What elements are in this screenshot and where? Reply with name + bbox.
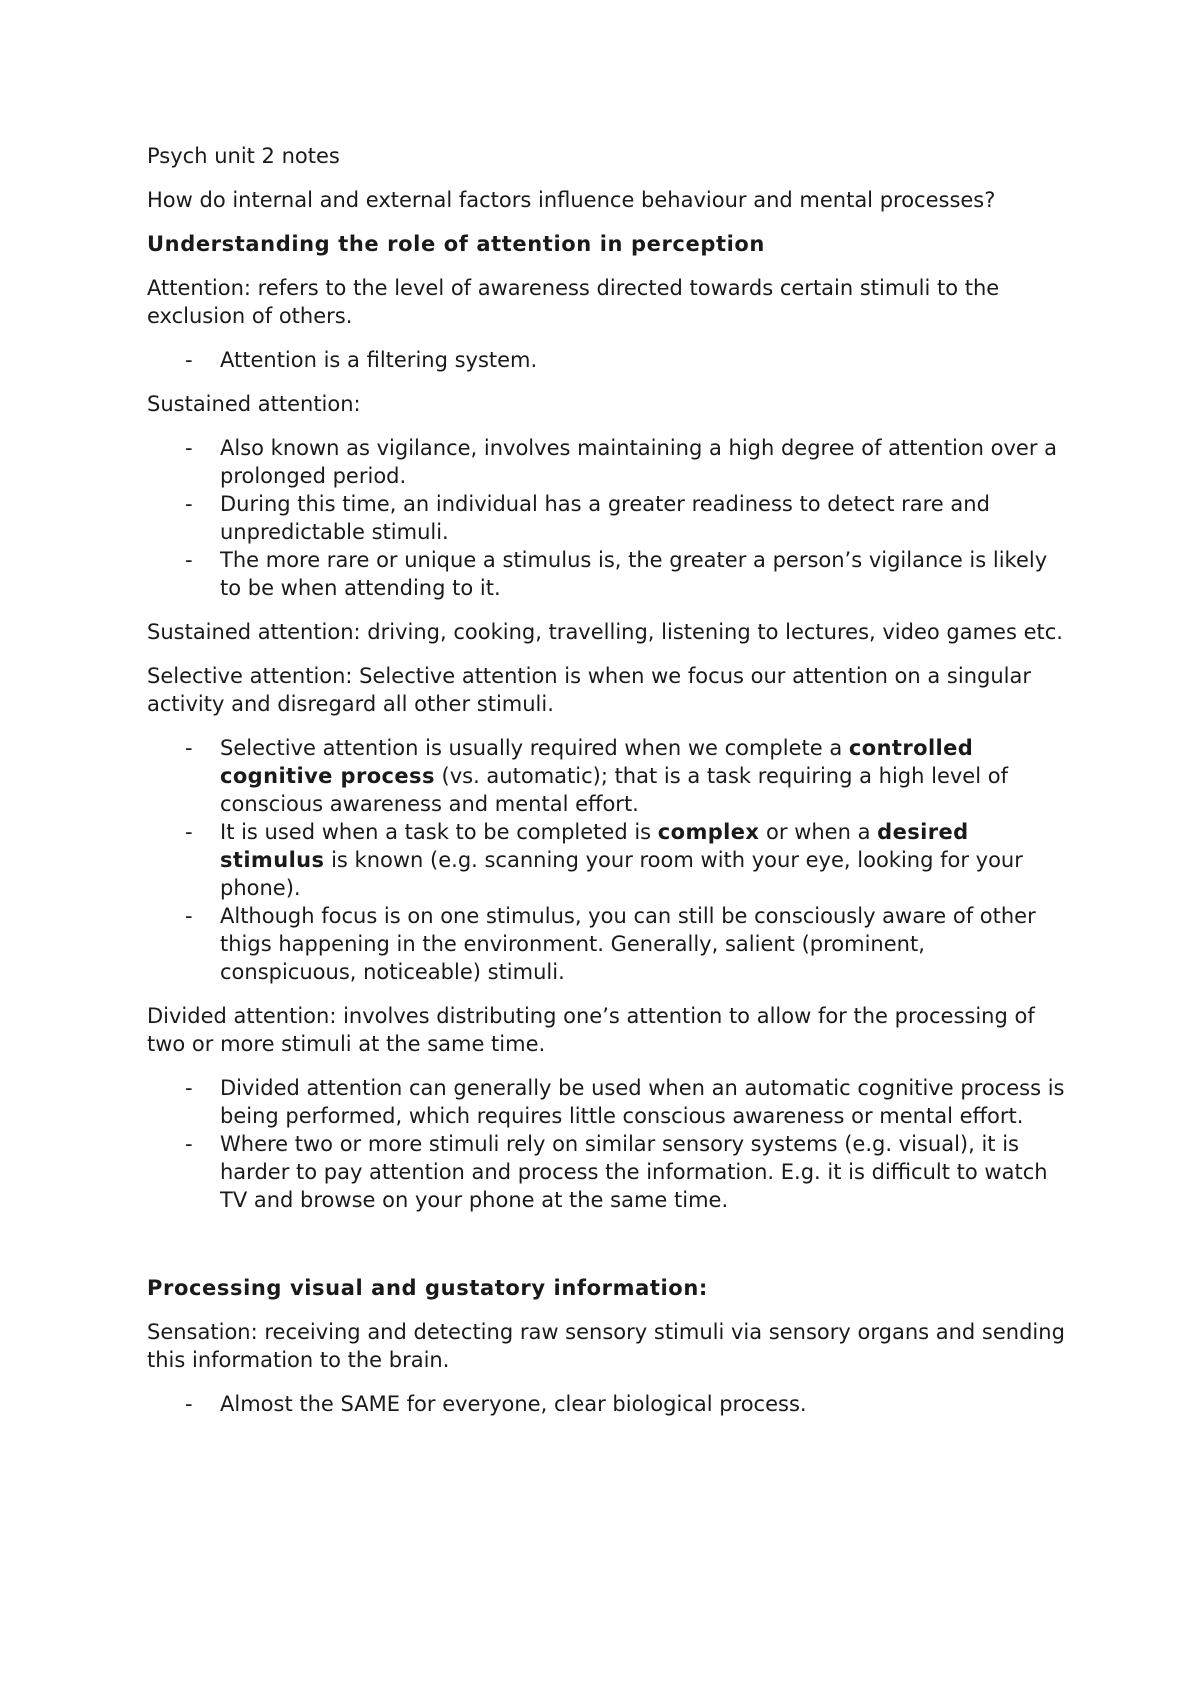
section-heading-attention: Understanding the role of attention in perception: [147, 232, 765, 256]
text-run: or when a: [759, 820, 878, 844]
sustained-attention-list: [147, 434, 1067, 602]
list-item: [147, 818, 1067, 902]
document-title: Psych unit 2 notes: [147, 144, 340, 168]
attention-list: [147, 346, 1067, 374]
text-run: is known (e.g. scanning your room with your eye, looking for your phone).: [220, 848, 1023, 900]
list-item: - Divided attention can generally be used when an automatic cognitive process is being performed, which requires little conscious awareness or mental effort.: [147, 1074, 1067, 1130]
selective-attention-list: [147, 734, 1067, 986]
sensation-list: [147, 1390, 1067, 1418]
divided-attention-definition: Divided attention: involves distributing one’s attention to allow for the processing of two or more stimuli at the same time.: [147, 1004, 1035, 1056]
guiding-question: How do internal and external factors influence behaviour and mental processes?: [147, 188, 996, 212]
bold-term: desired stimulus: [220, 820, 969, 872]
sustained-attention-label: Sustained attention:: [147, 392, 361, 416]
list-item: - The more rare or unique a stimulus is, the greater a person’s vigilance is likely to be when attending to it.: [147, 546, 1067, 602]
selective-attention-definition: Selective attention: Selective attention is when we focus our attention on a singular activity and disregard all other stimuli.: [147, 664, 1031, 716]
list-item: - During this time, an individual has a greater readiness to detect rare and unpredictable stimuli.: [147, 490, 1067, 546]
list-item: - Although focus is on one stimulus, you can still be consciously aware of other thigs happening in the environment. Generally, salient (prominent, conspicuous, noticeable) stimuli.: [147, 902, 1067, 986]
blank-line: [147, 1230, 1067, 1274]
text-run: (vs. automatic); that is a task requiring a high level of conscious awareness and mental effort.: [220, 764, 1008, 816]
section-heading-processing: Processing visual and gustatory information:: [147, 1276, 708, 1300]
document-page: [147, 142, 1067, 1434]
divided-attention-list: [147, 1074, 1067, 1214]
list-item: - Almost the SAME for everyone, clear biological process.: [147, 1390, 1067, 1418]
text-run: It is used when a task to be completed is: [220, 820, 658, 844]
sensation-definition: Sensation: receiving and detecting raw sensory stimuli via sensory organs and sending this information to the brain.: [147, 1320, 1065, 1372]
list-item: - Where two or more stimuli rely on similar sensory systems (e.g. visual), it is harder to pay attention and process the information. E.g. it is difficult to watch TV and browse on your phone at the same time.: [147, 1130, 1067, 1214]
bold-term: complex: [657, 820, 760, 844]
list-item: [147, 734, 1067, 818]
text-run: Selective attention is usually required when we complete a: [220, 736, 849, 760]
sustained-attention-examples: Sustained attention: driving, cooking, travelling, listening to lectures, video games etc.: [147, 620, 1063, 644]
attention-definition: Attention: refers to the level of awareness directed towards certain stimuli to the exclusion of others.: [147, 276, 1000, 328]
bold-term: controlled cognitive process: [220, 736, 974, 788]
list-item: - Also known as vigilance, involves maintaining a high degree of attention over a prolonged period.: [147, 434, 1067, 490]
list-item: - Attention is a filtering system.: [147, 346, 1067, 374]
